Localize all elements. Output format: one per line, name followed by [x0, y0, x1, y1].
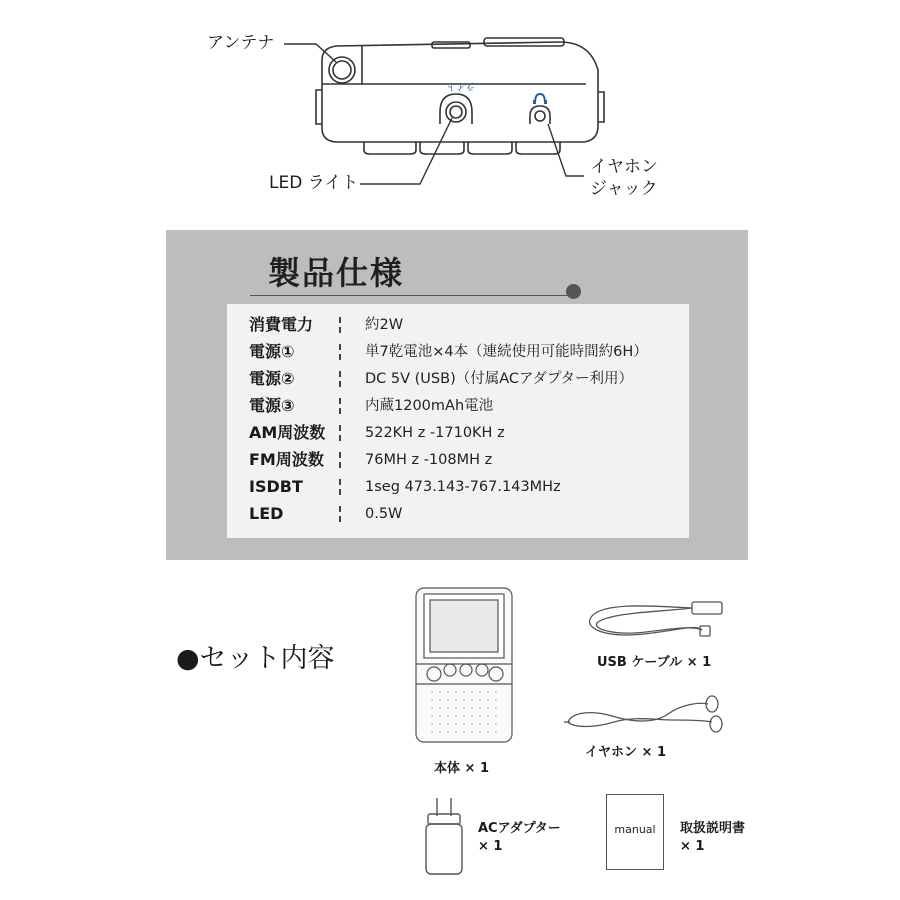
spec-title: 製品仕様 — [268, 254, 405, 292]
spec-value: 内蔵1200mAh電池 — [365, 398, 494, 414]
spec-separator — [339, 398, 341, 414]
spec-title-dot — [566, 284, 581, 299]
spec-key: 消費電力 — [249, 315, 314, 334]
earphone-jack-label-line2: ジャック — [590, 179, 658, 199]
spec-row — [227, 501, 689, 527]
radio-unit-drawing — [412, 584, 518, 746]
earphone-label: イヤホン × 1 — [585, 745, 666, 760]
spec-value: 522KH z -1710KH z — [365, 425, 505, 441]
spec-value: DC 5V (USB)（付属ACアダプター利用） — [365, 371, 633, 387]
spec-row — [227, 447, 689, 473]
antenna-label: アンテナ — [207, 33, 275, 53]
device-top-view-diagram — [0, 0, 900, 210]
spec-separator — [339, 479, 341, 495]
spec-separator — [339, 344, 341, 360]
earphone-drawing — [562, 692, 728, 740]
led-light-label: LED ライト — [269, 173, 359, 193]
spec-value: 0.5W — [365, 506, 403, 522]
ac-adapter-label-line2: × 1 — [478, 839, 503, 854]
spec-row — [227, 339, 689, 365]
ac-adapter-label-line1: ACアダプター — [478, 821, 561, 836]
spec-separator — [339, 425, 341, 441]
set-contents-heading: ●セット内容 — [176, 643, 335, 674]
spec-separator — [339, 371, 341, 387]
spec-card — [227, 304, 689, 538]
spec-value: 単7乾電池×4本（連続使用可能時間約6H） — [365, 344, 648, 360]
spec-key: FM周波数 — [249, 450, 324, 469]
spec-separator — [339, 506, 341, 522]
spec-separator — [339, 317, 341, 333]
light-marking: ライト — [446, 80, 476, 91]
spec-key: LED — [249, 504, 284, 523]
spec-key: 電源② — [249, 369, 295, 388]
ac-adapter-drawing — [420, 794, 470, 878]
spec-value: 約2W — [365, 317, 404, 333]
spec-key: AM周波数 — [249, 423, 326, 442]
manual-label-line2: × 1 — [680, 839, 705, 854]
spec-value: 76MH z -108MH z — [365, 452, 493, 468]
spec-key: ISDBT — [249, 477, 303, 496]
spec-title-rule — [250, 295, 570, 296]
usb-cable-label: USB ケーブル × 1 — [597, 655, 712, 670]
spec-row — [227, 366, 689, 392]
spec-separator — [339, 452, 341, 468]
spec-value: 1seg 473.143-767.143MHz — [365, 479, 561, 495]
spec-row — [227, 474, 689, 500]
manual-label-line1: 取扱説明書 — [680, 821, 746, 836]
main-unit-label: 本体 × 1 — [434, 761, 489, 776]
spec-row — [227, 420, 689, 446]
spec-key: 電源③ — [249, 396, 295, 415]
spec-row — [227, 312, 689, 338]
manual-booklet-text: manual — [614, 823, 656, 836]
spec-key: 電源① — [249, 342, 295, 361]
manual-booklet — [606, 794, 664, 870]
earphone-jack-label-line1: イヤホン — [590, 157, 658, 177]
usb-cable-drawing — [584, 594, 730, 644]
spec-row — [227, 393, 689, 419]
